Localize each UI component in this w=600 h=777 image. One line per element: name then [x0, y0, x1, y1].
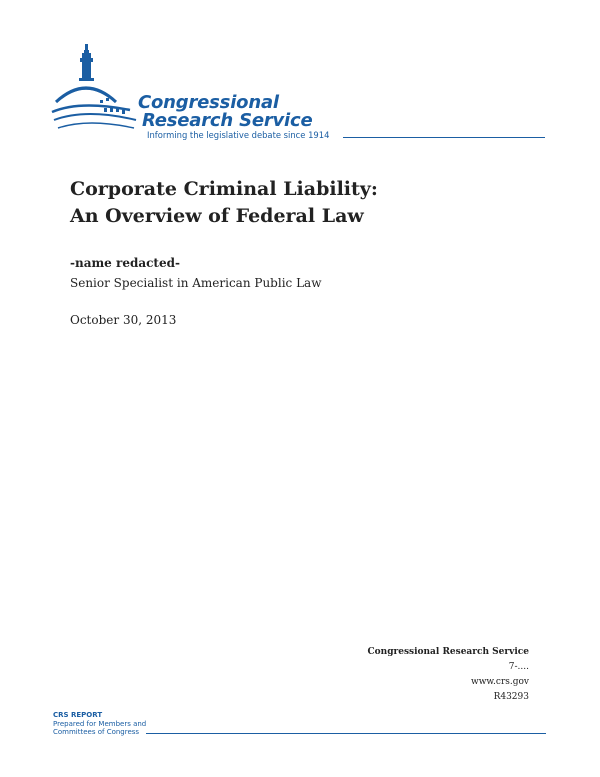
author-title: Senior Specialist in American Public Law	[70, 276, 322, 290]
report-number: R43293	[493, 692, 529, 702]
contact-phone: 7-....	[508, 662, 529, 672]
contact-website[interactable]: www.crs.gov	[471, 677, 529, 687]
footer-label: CRS REPORT	[53, 711, 103, 719]
tagline-divider	[343, 137, 545, 138]
logo-tagline: Informing the legislative debate since 1914	[147, 130, 330, 140]
report-date: October 30, 2013	[70, 313, 177, 327]
contact-organization: Congressional Research Service	[367, 647, 529, 657]
logo-wordmark-line1: Congressional	[138, 92, 279, 113]
report-title-line2: An Overview of Federal Law	[70, 205, 364, 227]
capitol-dome-icon	[50, 42, 145, 142]
footer-divider	[146, 733, 546, 734]
logo-wordmark-line2: Research Service	[142, 110, 313, 131]
report-title	[70, 176, 378, 230]
crs-logo	[50, 42, 550, 147]
footer-line1: Prepared for Members and	[53, 719, 147, 728]
footer-line2: Committees of Congress	[53, 728, 140, 736]
contact-block	[367, 645, 529, 705]
author-name: -name redacted-	[70, 256, 180, 270]
footer	[53, 711, 146, 737]
report-title-line1: Corporate Criminal Liability:	[70, 178, 378, 200]
